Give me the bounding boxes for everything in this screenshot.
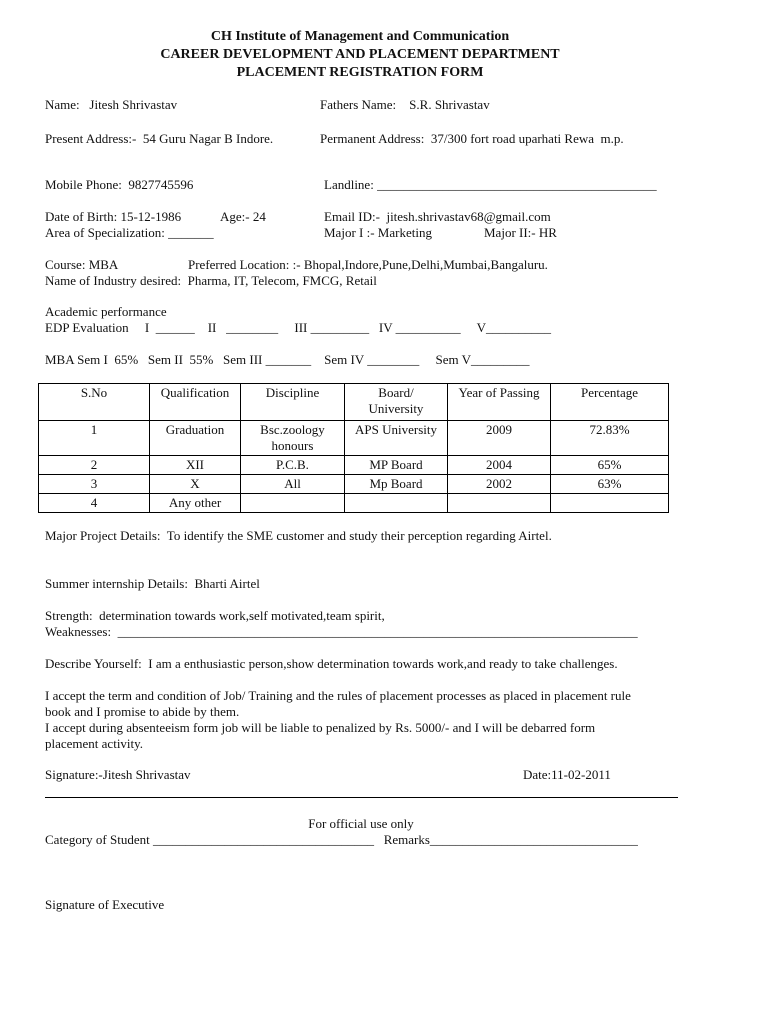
row3-qualification: X xyxy=(150,475,241,494)
landline-field: Landline: ___________________________________________ xyxy=(324,177,657,192)
dob-field: Date of Birth: 15-12-1986 xyxy=(45,209,182,224)
name-field: Name: Jitesh Shrivastav xyxy=(45,97,178,112)
row4-board xyxy=(345,494,448,513)
row4-discipline xyxy=(241,494,345,513)
row1-year: 2009 xyxy=(448,421,551,456)
row4-year xyxy=(448,494,551,513)
row2-percentage: 65% xyxy=(551,456,669,475)
row2-year: 2004 xyxy=(448,456,551,475)
row2-discipline: P.C.B. xyxy=(241,456,345,475)
preferred-location-field: Preferred Location: :- Bhopal,Indore,Pune,Delhi,Mumbai,Bangaluru. xyxy=(188,257,548,272)
permanent-address-field: Permanent Address: 37/300 fort road uparhati Rewa m.p. xyxy=(320,131,624,146)
official-use-heading: For official use only xyxy=(308,816,414,831)
specialization-field: Area of Specialization: _______ xyxy=(45,225,214,240)
mba-semester-field: MBA Sem I 65% Sem II 55% Sem III _______ Sem IV ________ Sem V_________ xyxy=(45,352,530,367)
present-address-field: Present Address:- 54 Guru Nagar B Indore. xyxy=(45,131,274,146)
acceptance-penalty-line1: I accept during absenteeism form job will be liable to penalized by Rs. 5000/- and I will be debarred form xyxy=(45,720,596,735)
internship-field: Summer internship Details: Bharti Airtel xyxy=(45,576,260,591)
qualification-table xyxy=(38,383,669,513)
header-board: Board/ University xyxy=(345,384,448,421)
date-field: Date:11-02-2011 xyxy=(523,767,611,782)
executive-signature-label: Signature of Executive xyxy=(45,897,165,912)
row4-percentage xyxy=(551,494,669,513)
fathers-name-field: Fathers Name: S.R. Shrivastav xyxy=(320,97,490,112)
form-title: PLACEMENT REGISTRATION FORM xyxy=(236,65,484,80)
category-remarks-field: Category of Student __________________________________ Remarks________________________________ xyxy=(45,832,638,847)
course-field: Course: MBA xyxy=(45,257,119,272)
header-percentage: Percentage xyxy=(551,384,669,421)
acceptance-penalty-line2: placement activity. xyxy=(45,736,144,751)
row2-qualification: XII xyxy=(150,456,241,475)
acceptance-terms-line2: book and I promise to abide by them. xyxy=(45,704,240,719)
row1-board: APS University xyxy=(345,421,448,456)
header-qualification: Qualification xyxy=(150,384,241,421)
row4-qualification: Any other xyxy=(150,494,241,513)
row1-qualification: Graduation xyxy=(150,421,241,456)
strength-field: Strength: determination towards work,self motivated,team spirit, xyxy=(45,608,385,623)
row3-discipline: All xyxy=(241,475,345,494)
row1-discipline: Bsc.zoology honours xyxy=(241,421,345,456)
institute-name: CH Institute of Management and Communication xyxy=(210,29,510,44)
row2-sno: 2 xyxy=(39,456,150,475)
age-field: Age:- 24 xyxy=(220,209,266,224)
row2-board: MP Board xyxy=(345,456,448,475)
row3-sno: 3 xyxy=(39,475,150,494)
header-year: Year of Passing xyxy=(448,384,551,421)
table-row xyxy=(39,494,669,513)
row3-percentage: 63% xyxy=(551,475,669,494)
header-discipline: Discipline xyxy=(241,384,345,421)
section-divider xyxy=(45,797,678,798)
email-field: Email ID:- jitesh.shrivastav68@gmail.com xyxy=(324,209,551,224)
row3-year: 2002 xyxy=(448,475,551,494)
describe-yourself-field: Describe Yourself: I am a enthusiastic person,show determination towards work,and ready to take challenges. xyxy=(45,656,618,671)
signature-field: Signature:-Jitesh Shrivastav xyxy=(45,767,191,782)
industry-field: Name of Industry desired: Pharma, IT, Telecom, FMCG, Retail xyxy=(45,273,377,288)
header-sno: S.No xyxy=(39,384,150,421)
table-row xyxy=(39,475,669,494)
table-header-row xyxy=(39,384,669,421)
major2-field: Major II:- HR xyxy=(484,225,557,240)
acceptance-terms-line1: I accept the term and condition of Job/ Training and the rules of placement processes as placed in placement rule xyxy=(45,688,631,703)
row1-percentage: 72.83% xyxy=(551,421,669,456)
table-row xyxy=(39,421,669,456)
edp-evaluation-field: EDP Evaluation I ______ II ________ III _________ IV __________ V__________ xyxy=(45,320,552,335)
department-name: CAREER DEVELOPMENT AND PLACEMENT DEPARTMENT xyxy=(160,47,560,62)
academic-performance-label: Academic performance xyxy=(45,304,167,319)
table-row xyxy=(39,456,669,475)
weakness-field: Weaknesses: ________________________________________________________________________________ xyxy=(45,624,638,639)
major1-field: Major I :- Marketing xyxy=(324,225,432,240)
row4-sno: 4 xyxy=(39,494,150,513)
mobile-field: Mobile Phone: 9827745596 xyxy=(45,177,194,192)
row3-board: Mp Board xyxy=(345,475,448,494)
row1-sno: 1 xyxy=(39,421,150,456)
major-project-field: Major Project Details: To identify the SME customer and study their perception regarding Airtel. xyxy=(45,528,552,543)
